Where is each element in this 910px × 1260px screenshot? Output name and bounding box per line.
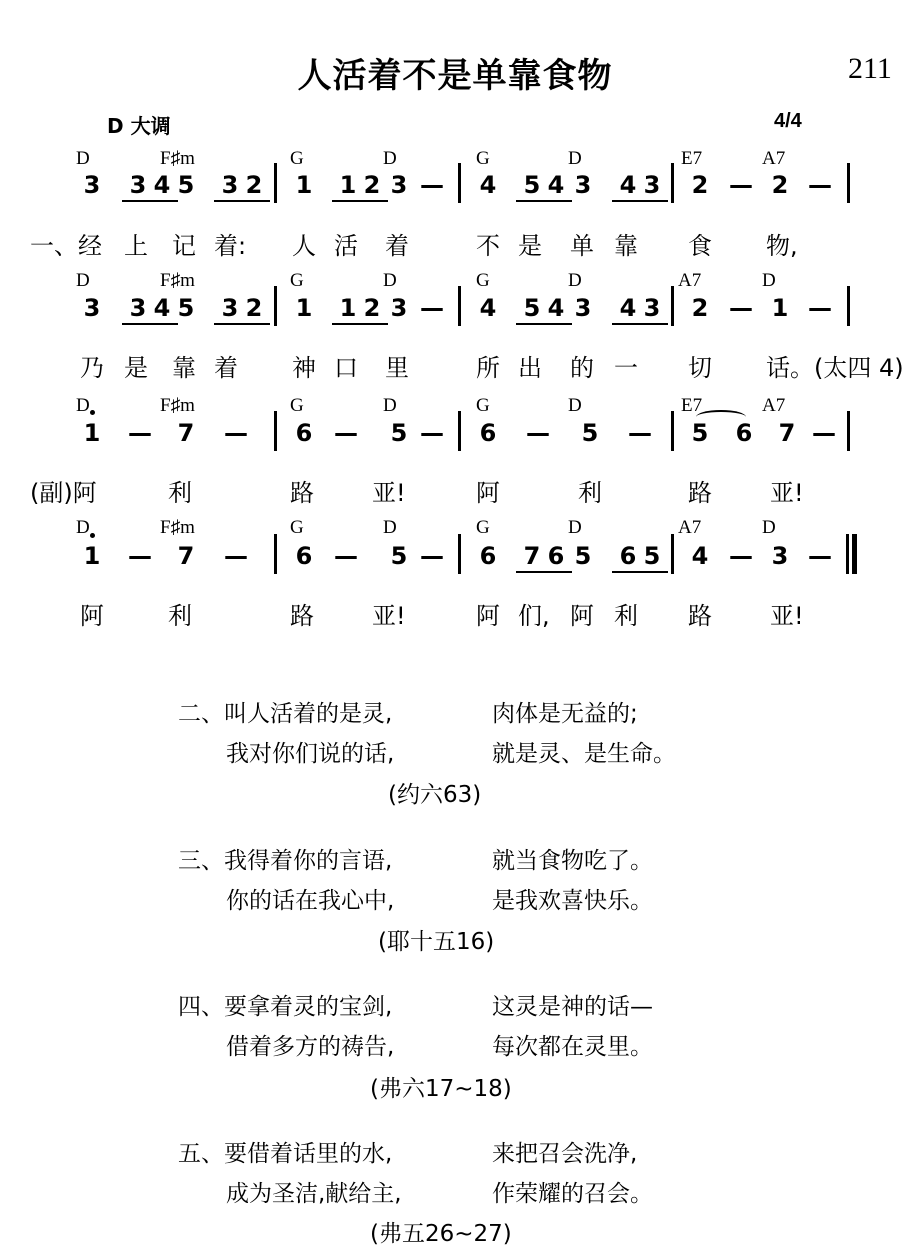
bar-line — [458, 411, 461, 451]
lyric: 利 — [168, 602, 192, 630]
bar-line — [847, 163, 850, 203]
note: 7 — [778, 419, 796, 447]
note: 4 — [146, 293, 178, 325]
lyric: 神 — [292, 354, 316, 382]
bar-line — [671, 411, 674, 451]
chord: D — [762, 270, 776, 291]
note: — — [128, 419, 152, 447]
bar-line — [274, 286, 277, 326]
lyric: 利 — [578, 479, 602, 507]
lyric: 所 — [476, 354, 500, 382]
lyric: 阿 — [476, 602, 500, 630]
note: 3 — [122, 170, 154, 202]
bar-line — [274, 163, 277, 203]
lyric: 阿 — [476, 479, 500, 507]
note: 3 — [771, 542, 789, 570]
note: — — [224, 419, 248, 447]
note: 3 — [390, 171, 408, 199]
note: 5 — [581, 419, 599, 447]
note: 5 — [574, 542, 592, 570]
chord: D — [762, 517, 776, 538]
note: 7 — [177, 419, 195, 447]
note: — — [334, 542, 358, 570]
verse-line: 就是灵、是生命。 — [492, 741, 676, 767]
note: 4 — [612, 170, 644, 202]
note: — — [420, 542, 444, 570]
note: — — [420, 171, 444, 199]
note: 5 — [177, 294, 195, 322]
lyric: 是 — [518, 232, 542, 260]
note: 1 — [332, 293, 364, 325]
note: 2 — [238, 170, 270, 202]
lyric: 靠 — [172, 354, 196, 382]
lyric: 上 — [124, 232, 148, 260]
chord: E7 — [681, 395, 703, 416]
note: — — [729, 542, 753, 570]
verse-line: 你的话在我心中, — [226, 888, 395, 914]
time-signature: 4/4 — [774, 110, 802, 132]
note: 2 — [238, 293, 270, 325]
note: 3 — [214, 170, 246, 202]
lyric: 单 — [570, 232, 594, 260]
chord: D — [383, 395, 397, 416]
chord: G — [290, 517, 304, 538]
lyric: 里 — [385, 354, 409, 382]
note: 6 — [295, 542, 313, 570]
chord: F♯m — [160, 270, 195, 291]
note: 2 — [691, 171, 709, 199]
note: 7 — [516, 541, 548, 573]
note: 4 — [540, 293, 572, 325]
note: — — [808, 294, 832, 322]
note: 5 — [516, 170, 548, 202]
bar-line — [274, 534, 277, 574]
lyric: 们, — [518, 602, 550, 630]
note: — — [420, 294, 444, 322]
chord: A7 — [762, 395, 786, 416]
octave-dot — [90, 533, 95, 538]
verse-line: 是我欢喜快乐。 — [492, 888, 653, 914]
chord: F♯m — [160, 148, 195, 169]
note: 1 — [771, 294, 789, 322]
note: — — [420, 419, 444, 447]
lyric: 亚! — [770, 479, 804, 507]
verse-line: 五、要借着话里的水, — [178, 1141, 393, 1167]
lyric: 不 — [476, 232, 500, 260]
chord: A7 — [678, 270, 702, 291]
note: 4 — [691, 542, 709, 570]
lyric: 的 — [570, 354, 594, 382]
bar-line — [671, 286, 674, 326]
lyric: 活 — [334, 232, 358, 260]
chord: D — [76, 270, 90, 291]
chord: D — [383, 270, 397, 291]
note: — — [628, 419, 652, 447]
note: 5 — [177, 171, 195, 199]
note: 3 — [83, 171, 101, 199]
bar-line — [458, 534, 461, 574]
lyric: 是 — [124, 354, 148, 382]
note: 5 — [390, 542, 408, 570]
verse-line: 就当食物吃了。 — [492, 848, 653, 874]
note: 2 — [356, 293, 388, 325]
note: 5 — [636, 541, 668, 573]
lyric: 出 — [518, 354, 542, 382]
chord: D — [568, 395, 582, 416]
note: 4 — [479, 171, 497, 199]
lyric: 靠 — [614, 232, 638, 260]
bar-line — [847, 286, 850, 326]
verse-line: 我对你们说的话, — [226, 741, 395, 767]
note: 1 — [83, 419, 101, 447]
chord: D — [568, 148, 582, 169]
scripture-reference: (约六63) — [388, 782, 482, 808]
note: 1 — [332, 170, 364, 202]
chord: G — [476, 395, 490, 416]
note: — — [808, 171, 832, 199]
verse-line: 肉体是无益的; — [492, 701, 638, 727]
hymn-number: 211 — [848, 52, 892, 85]
note: 3 — [574, 294, 592, 322]
lyric: 记 — [172, 232, 196, 260]
lyric: 利 — [614, 602, 638, 630]
lyric: 一、经 — [30, 232, 102, 260]
note: 3 — [214, 293, 246, 325]
verse-line: 来把召会洗净, — [492, 1141, 638, 1167]
chord: D — [568, 517, 582, 538]
chord: G — [290, 270, 304, 291]
note: 6 — [479, 542, 497, 570]
lyric: 食 — [688, 232, 712, 260]
chord: A7 — [678, 517, 702, 538]
lyric: 乃 — [80, 354, 104, 382]
chord: G — [290, 148, 304, 169]
note: 3 — [390, 294, 408, 322]
note: — — [224, 542, 248, 570]
verse-line: 这灵是神的话— — [492, 994, 653, 1020]
chord: D — [383, 517, 397, 538]
note: 4 — [540, 170, 572, 202]
verse-line: 成为圣洁,献给主, — [226, 1181, 402, 1207]
note: — — [334, 419, 358, 447]
verse-line: 三、我得着你的言语, — [178, 848, 393, 874]
note: 2 — [771, 171, 789, 199]
chord: D — [76, 517, 90, 538]
note: 2 — [691, 294, 709, 322]
note: 6 — [735, 419, 753, 447]
chord: G — [476, 517, 490, 538]
chord: D — [76, 148, 90, 169]
bar-line — [847, 411, 850, 451]
note: 4 — [479, 294, 497, 322]
chord: D — [76, 395, 90, 416]
note: 3 — [83, 294, 101, 322]
chord: G — [476, 148, 490, 169]
lyric: 切 — [688, 354, 712, 382]
note: — — [808, 542, 832, 570]
note: 4 — [612, 293, 644, 325]
note: — — [526, 419, 550, 447]
lyric: 话。(太四 4) — [766, 354, 904, 382]
note: 1 — [295, 294, 313, 322]
lyric: 利 — [168, 479, 192, 507]
note: 6 — [479, 419, 497, 447]
note: — — [729, 171, 753, 199]
lyric: 路 — [290, 479, 314, 507]
note: 5 — [516, 293, 548, 325]
chord: G — [290, 395, 304, 416]
lyric: 人 — [292, 232, 316, 260]
key-signature: D 大调 — [107, 114, 171, 138]
lyric: 路 — [290, 602, 314, 630]
lyric: 亚! — [372, 602, 406, 630]
bar-line — [458, 163, 461, 203]
lyric: 路 — [688, 602, 712, 630]
hymn-title: 人活着不是单靠食物 — [297, 56, 613, 96]
lyric: 着: — [214, 232, 247, 260]
lyric: 路 — [688, 479, 712, 507]
note: — — [729, 294, 753, 322]
lyric: 阿 — [80, 602, 104, 630]
note: 2 — [356, 170, 388, 202]
verse-line: 二、叫人活着的是灵, — [178, 701, 393, 727]
note: 7 — [177, 542, 195, 570]
scripture-reference: (弗五26~27) — [370, 1221, 512, 1247]
bar-line — [671, 534, 674, 574]
note: 5 — [390, 419, 408, 447]
chord: G — [476, 270, 490, 291]
note: 1 — [83, 542, 101, 570]
final-bar-line — [846, 534, 849, 574]
bar-line — [274, 411, 277, 451]
final-bar-line — [852, 534, 857, 574]
scripture-reference: (耶十五16) — [378, 929, 495, 955]
note: — — [128, 542, 152, 570]
chord: F♯m — [160, 517, 195, 538]
verse-line: 作荣耀的召会。 — [492, 1181, 653, 1207]
lyric: 物, — [766, 232, 798, 260]
note: 1 — [295, 171, 313, 199]
chord: A7 — [762, 148, 786, 169]
note: 3 — [574, 171, 592, 199]
chord: F♯m — [160, 395, 195, 416]
note: 6 — [612, 541, 644, 573]
lyric: 亚! — [372, 479, 406, 507]
verse-line: 四、要拿着灵的宝剑, — [178, 994, 393, 1020]
note: 3 — [636, 293, 668, 325]
note: 6 — [295, 419, 313, 447]
note: 4 — [146, 170, 178, 202]
bar-line — [671, 163, 674, 203]
scripture-reference: (弗六17~18) — [370, 1076, 512, 1102]
note: 3 — [636, 170, 668, 202]
chord: E7 — [681, 148, 703, 169]
bar-line — [458, 286, 461, 326]
lyric: 阿 — [570, 602, 594, 630]
lyric: 亚! — [770, 602, 804, 630]
lyric: 着 — [214, 354, 238, 382]
lyric: 一 — [614, 354, 638, 382]
note: — — [812, 419, 836, 447]
chord: D — [568, 270, 582, 291]
lyric: (副)阿 — [30, 479, 97, 507]
note: 3 — [122, 293, 154, 325]
note: 6 — [540, 541, 572, 573]
note: 5 — [691, 419, 709, 447]
chord: D — [383, 148, 397, 169]
octave-dot — [90, 410, 95, 415]
lyric: 口 — [334, 354, 358, 382]
verse-line: 每次都在灵里。 — [492, 1034, 653, 1060]
verse-line: 借着多方的祷告, — [226, 1034, 395, 1060]
lyric: 着 — [385, 232, 409, 260]
